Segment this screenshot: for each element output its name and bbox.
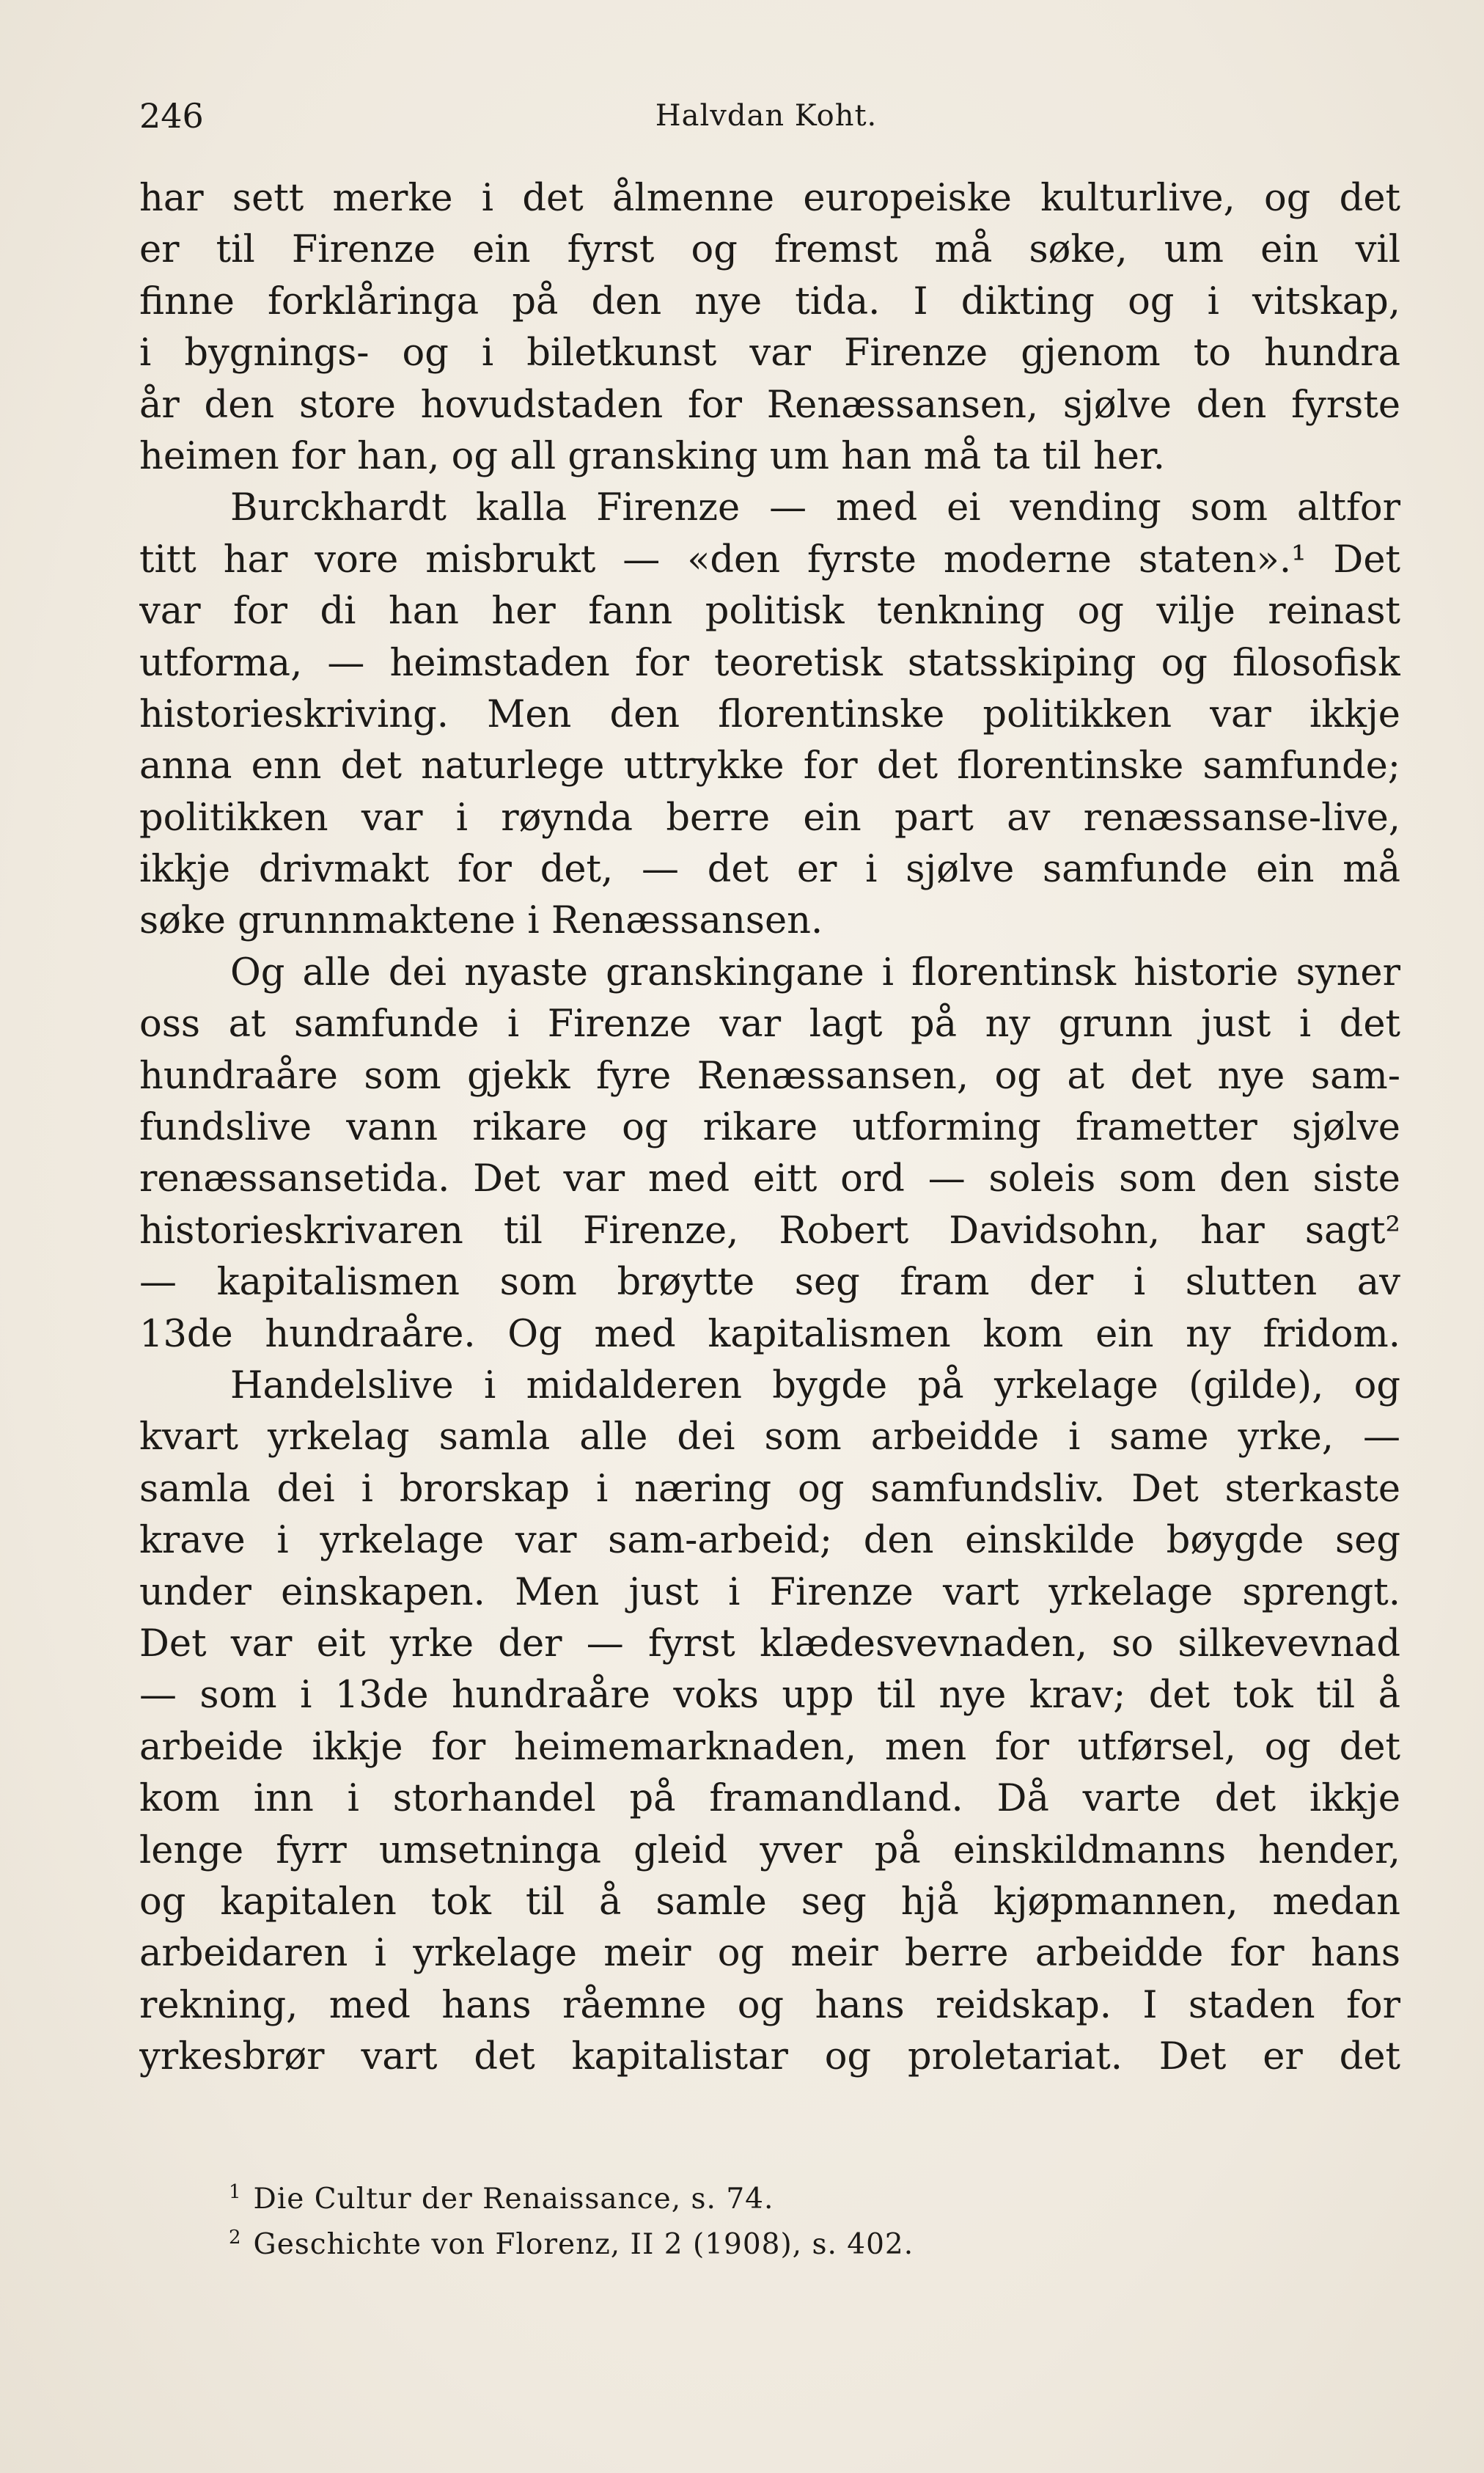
text-line: — kapitalismen som brøytte seg fram der i slutten av [139,1261,1400,1305]
text-line: 13de hundraåre. Og med kapitalismen kom ein ny fridom. [139,1312,1400,1356]
text-line: titt har vore misbrukt — «den fyrste moderne staten».¹ Det [139,538,1400,582]
text-line: finne forklåringa på den nye tida. I dikting og i vitskap, [139,279,1400,323]
text-line: under einskapen. Men just i Firenze vart yrkelage sprengt. [139,1570,1400,1614]
text-line: kom inn i storhandel på framandland. Då varte det ikkje [139,1777,1400,1821]
text-line: Det var eit yrke der — fyrst klædesvevnaden, so silkevevnad [139,1622,1400,1666]
text-line: har sett merke i det ålmenne europeiske kulturlive, og det [139,177,1400,220]
text-line: historieskriving. Men den florentinske politikken var ikkje [139,692,1400,736]
text-line: yrkesbrør vart det kapitalistar og proletariat. Det er det [139,2035,1400,2079]
footnotes [229,2177,1255,2268]
text-line: og kapitalen tok til å samle seg hjå kjøpmannen, medan [139,1880,1400,1924]
text-line: — som i 13de hundraåre voks upp til nye krav; det tok til å [139,1674,1400,1718]
text-line: lenge fyrr umsetninga gleid yver på einskildmanns hender, [139,1828,1400,1872]
text-line: historieskrivaren til Firenze, Robert Davidsohn, har sagt² [139,1209,1400,1253]
text-line: politikken var i røynda berre ein part av renæssanse-live, [139,796,1400,840]
text-line: arbeide ikkje for heimemarknaden, men for utførsel, og det [139,1725,1400,1769]
text-line: renæssansetida. Det var med eitt ord — soleis som den siste [139,1157,1400,1201]
text-line: Og alle dei nyaste granskingane i florentinsk historie syner [230,950,1400,994]
text-line: anna enn det naturlege uttrykke for det florentinske samfunde; [139,744,1400,788]
text-line: heimen for han, og all gransking um han må ta til her. [139,434,1165,478]
page-number: 246 [139,96,204,136]
text-line: krave i yrkelage var sam-arbeid; den einskilde bøygde seg [139,1519,1400,1563]
running-head: Halvdan Koht. [655,99,878,133]
text-line: søke grunnmaktene i Renæssansen. [139,899,823,943]
footnote [229,2177,1255,2222]
footnote-mark: 1 [229,2181,242,2203]
text-line: i bygnings- og i biletkunst var Firenze gjenom to hundra [139,331,1400,375]
footnote-text: Die Cultur der Renaissance, s. 74. [253,2183,774,2216]
page-header [139,94,1393,138]
text-line: oss at samfunde i Firenze var lagt på ny grunn just i det [139,1003,1400,1047]
footnote [229,2222,1255,2268]
text-line: arbeidaren i yrkelage meir og meir berre arbeidde for hans [139,1932,1400,1976]
text-line: kvart yrkelag samla alle dei som arbeidde i same yrke, — [139,1415,1400,1459]
text-line: Handelslive i midalderen bygde på yrkelage (gilde), og [230,1363,1400,1407]
text-line: ikkje drivmakt for det, — det er i sjølve samfunde ein må [139,848,1400,892]
text-line: utforma, — heimstaden for teoretisk statsskiping og filosofisk [139,641,1400,685]
text-line: er til Firenze ein fyrst og fremst må søke, um ein vil [139,228,1400,272]
footnote-mark: 2 [229,2227,242,2249]
footnote-text: Geschichte von Florenz, II 2 (1908), s. 402. [253,2228,914,2261]
text-line: år den store hovudstaden for Renæssansen, sjølve den fyrste [139,383,1400,427]
text-line: samla dei i brorskap i næring og samfundsliv. Det sterkaste [139,1467,1400,1511]
text-line: hundraåre som gjekk fyre Renæssansen, og at det nye sam- [139,1054,1400,1098]
text-line: var for di han her fann politisk tenkning og vilje reinast [139,590,1400,634]
text-line: Burckhardt kalla Firenze — med ei vending som altfor [230,486,1400,530]
text-line: rekning, med hans råemne og hans reidskap. I staden for [139,1983,1400,2027]
body-text [139,173,1400,2083]
text-line: fundslive vann rikare og rikare utforming frametter sjølve [139,1106,1400,1150]
